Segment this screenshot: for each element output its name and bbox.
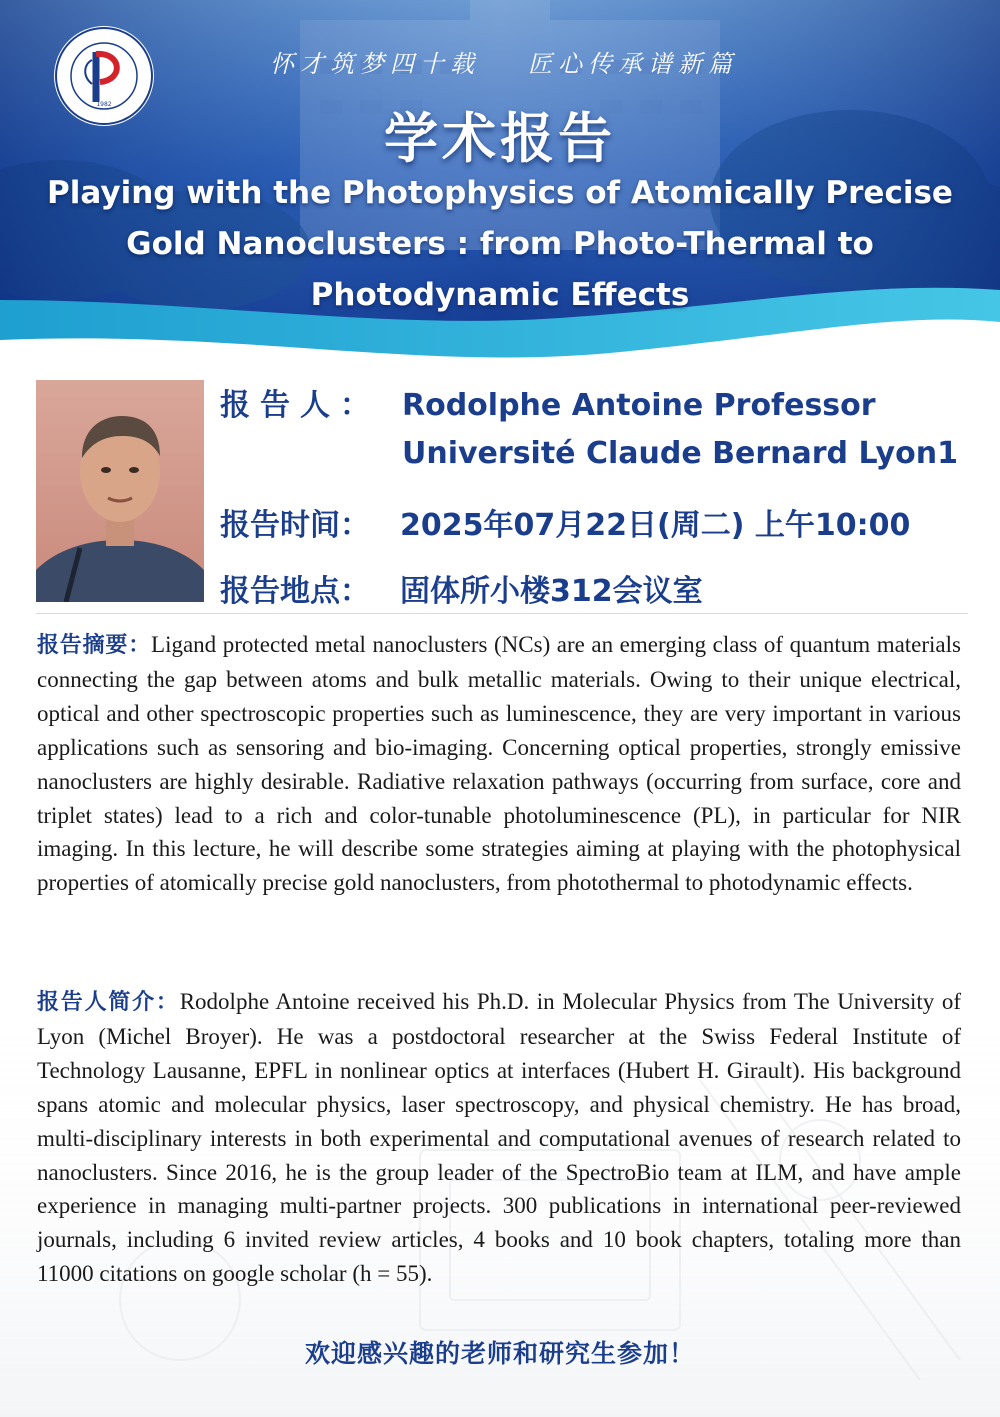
bio-text: Rodolphe Antoine received his Ph.D. in Molecular Physics from The University of Lyon (Michel Broyer). He was a postdoctoral researcher at the Swiss Federal Institute of Technology Lausanne, EPFL in nonlinear optics at interfaces (Hubert H. Girault). His background spans atomic and molecular physics, laser spectroscopy, and physical chemistry. He has broad, multi-disciplinary interests in both experimental and computational avenues of research related to nanoclusters. Since 2016, he is the group leader of the SpectroBio team at ILM, and have ample experience in managing multi-partner projects. 300 publications in international peer-reviewed journals, including 6 invited review articles, 4 books and 10 book chapters, totaling more than 11000 citations on google scholar (h = 55). bbox=[37, 989, 961, 1287]
svg-text:1982: 1982 bbox=[96, 101, 112, 108]
speaker-photo bbox=[36, 380, 204, 602]
abstract-paragraph bbox=[37, 628, 961, 900]
speaker-row bbox=[220, 380, 876, 424]
slogan-left: 怀才筑梦四十载 bbox=[270, 50, 480, 78]
talk-place: 固体所小楼312会议室 bbox=[400, 574, 703, 609]
welcome-message: 欢迎感兴趣的老师和研究生参加！ bbox=[304, 1339, 695, 1368]
speaker-label: 报告人： bbox=[220, 388, 380, 423]
slogan bbox=[270, 44, 790, 80]
speaker-affiliation: Université Claude Bernard Lyon1 bbox=[402, 436, 958, 471]
abstract-label: 报告摘要： bbox=[37, 633, 152, 658]
bio-label: 报告人简介： bbox=[37, 990, 180, 1015]
header-banner bbox=[0, 0, 1000, 380]
slogan-right: 匠心传承谱新篇 bbox=[528, 50, 738, 78]
section-divider bbox=[36, 613, 968, 614]
abstract-text: Ligand protected metal nanoclusters (NCs) are an emerging class of quantum materials connecting the gap between atoms and bulk metallic materials. Owing to their unique electrical, optical and other spectroscopic properties such as luminescence, they are very important in various applications such as sensoring and bio-imaging. Concerning optical properties, strongly emissive nanoclusters are highly desirable. Radiative relaxation pathways (occurring from surface, core and triplet states) lead to a rich and color-tunable photoluminescence (PL), in particular for NIR imaging. In this lecture, he will describe some strategies aiming at playing with the photophysical properties of atomically precise gold nanoclusters, from photothermal to photodynamic effects. bbox=[37, 632, 961, 896]
time-label: 报告时间： bbox=[220, 508, 370, 543]
speaker-name: Rodolphe Antoine Professor bbox=[402, 388, 876, 423]
talk-time: 2025年07月22日(周二) 上午10:00 bbox=[400, 508, 911, 543]
talk-title: Playing with the Photophysics of Atomically Precise Gold Nanoclusters : from Photo-Thermal to Photodynamic Effects bbox=[47, 175, 953, 313]
place-row bbox=[220, 566, 703, 610]
time-row bbox=[220, 500, 910, 544]
place-label: 报告地点： bbox=[220, 574, 370, 609]
header-title: 学术报告 bbox=[384, 107, 616, 170]
bio-paragraph bbox=[37, 985, 961, 1291]
